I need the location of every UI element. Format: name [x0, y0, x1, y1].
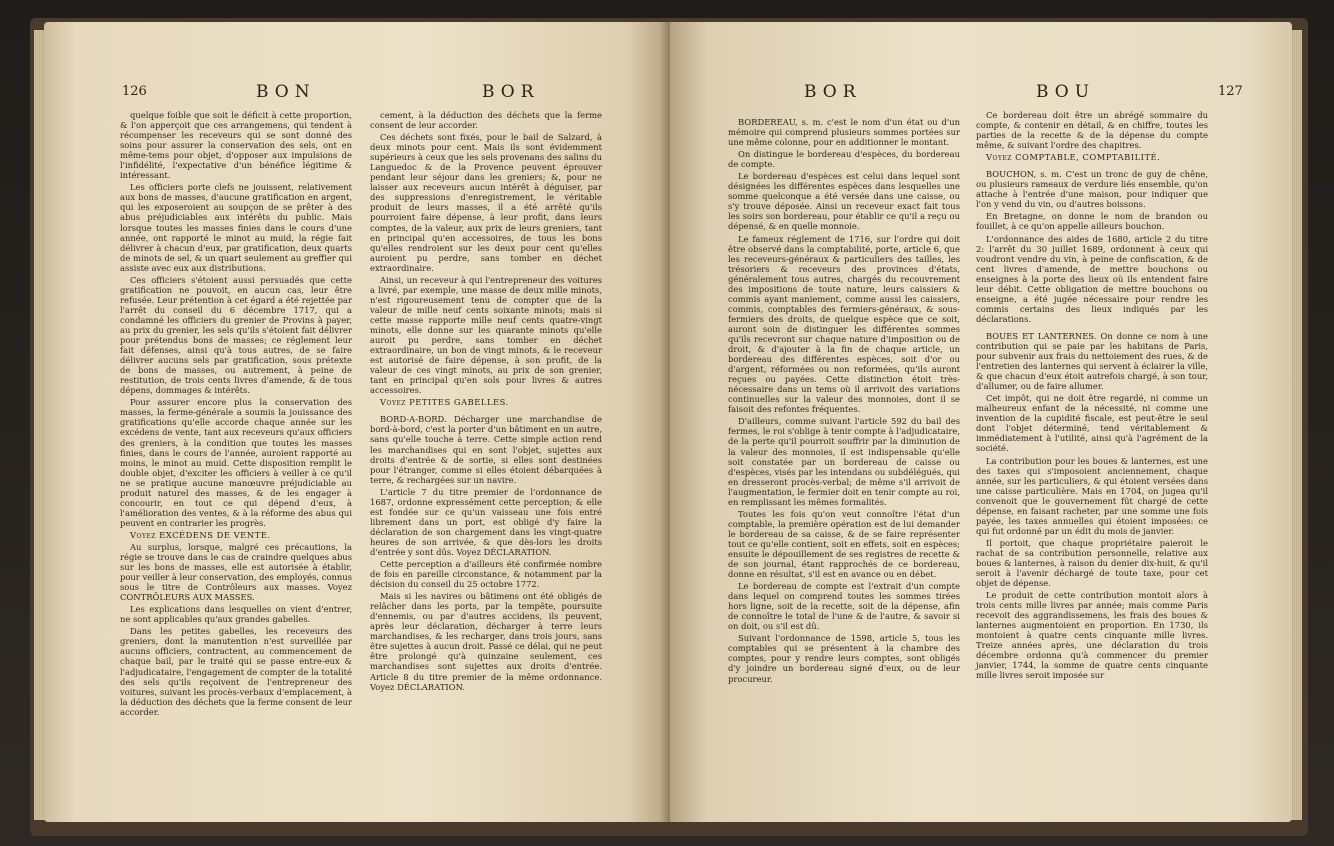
paragraph: L'article 7 du titre premier de l'ordonnance de 1687, ordonne expressément cette perception; & elle est fondée sur ce qu'un vaisseau une fois entré librement dans un port, est obligé d'y faire la déclaration de son chargement dans les vingt-quatre heures de son arrivée, & que dès-lors les droits d'entrée y sont dûs. Voyez DÉCLARATION.	[370, 486, 602, 557]
paragraph: Le bordereau de compte est l'extrait d'un compte dans lequel on comprend toutes les sommes tirées hors ligne, soit de la recette, soit de la dépense, afin de connoître le total de l'une & de l'autre, & savoir si on doit, ou s'il est dû.	[728, 581, 960, 632]
left-column-2	[370, 110, 602, 694]
left-header-bon: BON	[256, 82, 316, 102]
entry-bord-a-bord: BORD-A-BORD. Décharger une marchandise de bord-à-bord, c'est la porter d'un bâtiment en un autre, sans qu'elle touche à terre. Cette simple action rend les marchandises qui en sont l'objet, sujettes aux droits d'entrée & de sortie, si elles sont destinées pour l'étranger, comme si elles étoient débarquées à terre, & rechargées sur un navire.	[370, 414, 602, 485]
right-page-number: 127	[1218, 84, 1243, 99]
paragraph: Ce bordereau doit être un abrégé sommaire du compte, & contenir en détail, & en chiffre, toutes les parties de la recette & de la dépense du compte même, & suivant l'ordre des chapitres.	[976, 110, 1208, 151]
cross-reference: Voyez PETITES GABELLES.	[380, 397, 509, 408]
paragraph: Dans les petites gabelles, les receveurs des greniers, dont la manutention n'est surveillée par aucuns officiers, contractent, au commencement de chaque bail, par le traité qui se passe entre-eux & l'adjudicataire, l'engagement de compter de la totalité des sels qu'ils reçoivent de l'entrepreneur des voitures, suivant les procès-verbaux d'emplacement, à la déduction des déchets que la ferme consent de leur accorder.	[120, 626, 352, 717]
paragraph: Toutes les fois qu'on veut connoître l'état d'un comptable, la première opération est de lui demander le bordereau de sa caisse, & de se faire représenter tout ce qu'elle contient, soit en effets, soit en espèces; ensuite le dépouillement de ses registres de recette & de son journal, étant rapprochés de ce bordereau, donne en résultat, s'il est en avance ou en débet.	[728, 508, 960, 580]
paragraph: Au surplus, lorsque, malgré ces précautions, la régie se trouve dans le cas de craindre quelques abus sur les bons de masses, elle est autorisée à établir, pour veiller à leur conservation, des employés, connus sous le titre de Contrôleurs aux masses. Voyez CONTRÔLEURS AUX MASSES.	[120, 541, 352, 603]
left-column-1	[120, 110, 352, 719]
paragraph: Ces officiers s'étoient aussi persuadés que cette gratification ne pouvoit, en aucun cas, leur être refusée. Leur prétention à cet égard a été rejettée par l'arrêt du conseil du 6 décembre 1717, qui a condamné les officiers du grenier de Provins à payer, au prix du grenier, les sels qu'ils s'étoient fait délivrer pour prétendus bons de masses; ce réglement leur fait défenses, ainsi qu'à tous autres, de se faire délivrer aucuns sels par gratification, sous prétexte de bons de masses, ou autrement, à peine de restitution, de trois cents livres d'amende, & de tous dépens, dommages & intérêts.	[120, 274, 352, 396]
paragraph: Il portoit, que chaque propriétaire paieroit le rachat de sa contribution personnelle, relative aux boues & lanternes, à raison du denier dix-huit, & qu'il seroit à l'avenir déchargé de toute taxe, pour cet objet de dépense.	[976, 537, 1208, 589]
paragraph: quelque foible que soit le déficit à cette proportion, & l'on apperçoit que ces arrangemens, qui tendent à récompenser les receveurs qui se sont donné des soins pour assurer la conservation des sels, ont en même-tems pour objet, d'opposer aux impulsions de l'infidélité, l'expectative d'un bénéfice légitime & intéressant.	[120, 110, 352, 181]
paragraph: Cette perception a d'ailleurs été confirmée nombre de fois en pareille circonstance, & notamment par la décision du conseil du 25 octobre 1772.	[370, 559, 602, 590]
paragraph: cement, à la déduction des déchets que la ferme consent de leur accorder.	[370, 110, 602, 131]
paragraph: En Bretagne, on donne le nom de brandon ou fouillet, à ce qu'on appelle ailleurs bouchon.	[976, 211, 1208, 232]
paragraph: On distingue le bordereau d'espèces, du bordereau de compte.	[728, 149, 960, 170]
cross-reference: Voyez EXCÉDENS DE VENTE.	[130, 529, 271, 540]
paragraph: Ainsi, un receveur à qui l'entrepreneur des voitures a livré, par exemple, une masse de deux mille minots, n'est rigoureusement tenu de compter que de la valeur de mille neuf cents soixante minots; mais si cette masse rapporte mille neuf cents quatre-vingt minots, elle donne sur les quarante minots qu'elle auroit pu perdre, sans tomber en déchet extraordinaire, un bon de vingt minots, & le receveur est autorisé de faire dépense, à son profit, de la valeur de ces vingt minots, au prix de son grenier, tant en principal qu'en sols pour livres & autres accessoires.	[370, 274, 602, 396]
paragraph: Le produit de cette contribution montoit alors à trois cents mille livres par année; mais comme Paris recevoit des aggrandissemens, les frais des boues & lanternes augmentoient en proportion. En 1730, ils montoient à quatre cents cinquante mille livres. Treize années après, une déclaration du trois décembre ordonna qu'à commencer du premier janvier, 1744, la somme de quatre cents cinquante mille livres seroit imposée sur	[976, 590, 1208, 681]
right-header-bor: BOR	[804, 82, 862, 102]
entry-bordereau: BORDEREAU, s. m. c'est le nom d'un état ou d'un mémoire qui comprend plusieurs sommes portées sur une même colonne, pour en additionner le montant.	[728, 117, 960, 148]
right-column-1	[728, 110, 960, 686]
paragraph: L'ordonnance des aides de 1680, article 2 du titre 2: l'arrêt du 30 juillet 1689, ordonnent à ceux qui voudront vendre du vin, à peine de confiscation, & de cent livres d'amende, de mettre bouchons ou enseignes à la porte des lieux où ils entendent faire leur débit. Cette obligation de mettre bouchons ou enseigne, a été jugée nécessaire pour rendre les commis certains des lieux indiqués par les déclarations.	[976, 233, 1208, 324]
right-page	[670, 22, 1292, 822]
paragraph: Suivant l'ordonnance de 1598, article 5, tous les comptables qui se présentent à la chambre des comptes, pour y rendre leurs comptes, sont obligés d'y joindre un bordereau signé d'eux, ou de leur procureur.	[728, 633, 960, 684]
paragraph: Le bordereau d'espèces est celui dans lequel sont désignées les différentes espèces dans lesquelles une somme quelconque a été versée dans une caisse, ou s'y trouve déposée. Ainsi un receveur exact fait tous les soirs son bordereau, pour établir ce qu'il a reçu ou dépensé, & en quelle monnoie.	[728, 171, 960, 232]
paragraph: Le fameux réglement de 1716, sur l'ordre qui doit être observé dans la comptabilité, porte, article 6, que les receveurs-généraux & particuliers des tailles, les trésoriers & receveurs des provinces d'états, généralement tous autres, chargés du recouvrement des impositions de toute nature, leurs caissiers & commis ayant maniement, comme aussi les caissiers, commis, comptables des fermiers-généraux, & sous-fermiers des droits, de quelque espèce que ce soit, auront soin de distinguer les différentes sommes qu'ils recevront sur chaque nature d'imposition ou de droit, & d'ajouter à la fin de chaque article, un bordereau des différentes espèces, soit d'or ou d'argent, réformées ou non reformées, qu'ils auront reçues ou payées. Cette distinction étoit très-nécessaire dans un tems où il arrivoit des variations continuelles sur la valeur des monnoies, dont il se faisoit des refontes fréquentes.	[728, 233, 960, 415]
paragraph: Les officiers porte clefs ne jouissent, relativement aux bons de masses, d'aucune gratification en argent, qui les exposeroient au soupçon de se prêter à des abus préjudiciables aux intérêts du public. Mais lorsque toutes les masses finies dans le cours d'une année, ont rapporté le minot au muid, la régie fait délivrer à chacun d'eux, par gratification, deux quarts de minots de sel, & un quart seulement au greffier qui assiste avec eux aux distributions.	[120, 182, 352, 273]
entry-bouchon: BOUCHON, s. m. C'est un tronc de guy de chêne, ou plusieurs rameaux de verdure liés ensemble, qu'on attache à l'entrée d'une maison, pour indiquer que l'on y vend du vin, ou d'autres boissons.	[976, 169, 1208, 210]
left-page-number: 126	[122, 84, 147, 99]
right-column-2	[976, 110, 1208, 683]
paragraph: Mais si les navires ou bâtimens ont été obligés de relâcher dans les ports, par la tempête, poursuite d'ennemis, ou par d'autres accidens, ils peuvent, après leur déclaration, décharger à terre leurs marchandises, & les recharger, dans trois jours, sans être sujettes à aucun droit. Passé ce délai, qui ne peut être prolongé qu'à quinzaine seulement, ces marchandises sont sujettes aux droits d'entrée. Article 8 du titre premier de la même ordonnance. Voyez DÉCLARATION.	[370, 591, 602, 692]
cross-reference: Voyez COMPTABLE, COMPTABILITÉ.	[986, 152, 1161, 163]
paragraph: Les explications dans lesquelles on vient d'entrer, ne sont applicables qu'aux grandes gabelles.	[120, 604, 352, 625]
paragraph: Pour assurer encore plus la conservation des masses, la ferme-générale a soumis la jouissance des gratifications qu'elle accorde chaque année sur les excédens de vente, tant aux receveurs qu'aux officiers des greniers, à la condition que toutes les masses finies, dans le cours de l'année, auroient rapporté au moins, le minot au muid. Cette disposition remplit le double objet, d'exciter les officiers à veiller à ce qu'il ne se pratique aucune manœuvre préjudiciable au produit naturel des masses, & de les engager à concourir, en tout ce qui dépend d'eux, à l'amélioration des ventes, & à la réforme des abus qui peuvent en contrarier les progrès.	[120, 397, 352, 528]
right-header-bou: BOU	[1036, 82, 1096, 102]
left-page	[44, 22, 670, 822]
paragraph: Cet impôt, qui ne doit être regardé, ni comme un malheureux enfant de la nécessité, ni comme une invention de la cupidité fiscale, est peut-être le seul dont l'objet déterminé, tend véritablement & immédiatement à l'utilité, ainsi qu'à l'agrément de la société.	[976, 393, 1208, 454]
paragraph: Ces déchets sont fixés, pour le bail de Salzard, à deux minots pour cent. Mais ils sont évidemment supérieurs à ceux que les sels provenans des salins du Languedoc & de la Provence peuvent éprouver pendant leur séjour dans les greniers; &, pour ne laisser aux receveurs aucun intérêt à déguiser, par des suppressions d'enregistrement, le véritable produit de leurs masses, il a été arrêté qu'ils pourroient faire dépense, à leur profit, dans leurs comptes, de la valeur, aux prix de leurs greniers, tant en principal qu'en accessoires, de tous les bons qu'elles rendroient sur les deux pour cent qu'elles auroient pu perdre, sans tomber en déchet extraordinaire.	[370, 132, 602, 273]
entry-boues-et-lanternes: BOUES ET LANTERNES. On donne ce nom à une contribution qui se paie par les habitans de Paris, pour subvenir aux frais du nettoiement des rues, & de l'entretien des lanternes qui servent à éclairer la ville, & que chacun d'eux étoit autrefois chargé, à son tour, d'allumer, ou de faire allumer.	[976, 330, 1208, 392]
paragraph: La contribution pour les boues & lanternes, est une des taxes qui s'imposoient anciennement, chaque année, sur les particuliers, & qui étoient versées dans une caisse particulière. Mais en 1704, on jugea qu'il convenoit que le gouvernement fût chargé de cette dépense, en faisant racheter, par une somme une fois payée, les taxes annuelles qui étoient imposées: ce qui fut ordonné par un édit du mois de janvier.	[976, 455, 1208, 536]
left-header-bor: BOR	[482, 82, 540, 102]
paragraph: D'ailleurs, comme suivant l'article 592 du bail des fermes, le roi s'oblige à tenir compte à l'adjudicataire, de la perte qu'il pourroit souffrir par la diminution de la valeur des monnoies, il est indispensable qu'elle soit constatée par un bordereau de caisse ou d'espèces, visés par les intendans ou subdélégués, qui en dresseront procès-verbal; de même s'il arrivoit de l'augmentation, le fermier doit en tenir compte au roi, en remplissant les mêmes formalités.	[728, 416, 960, 507]
